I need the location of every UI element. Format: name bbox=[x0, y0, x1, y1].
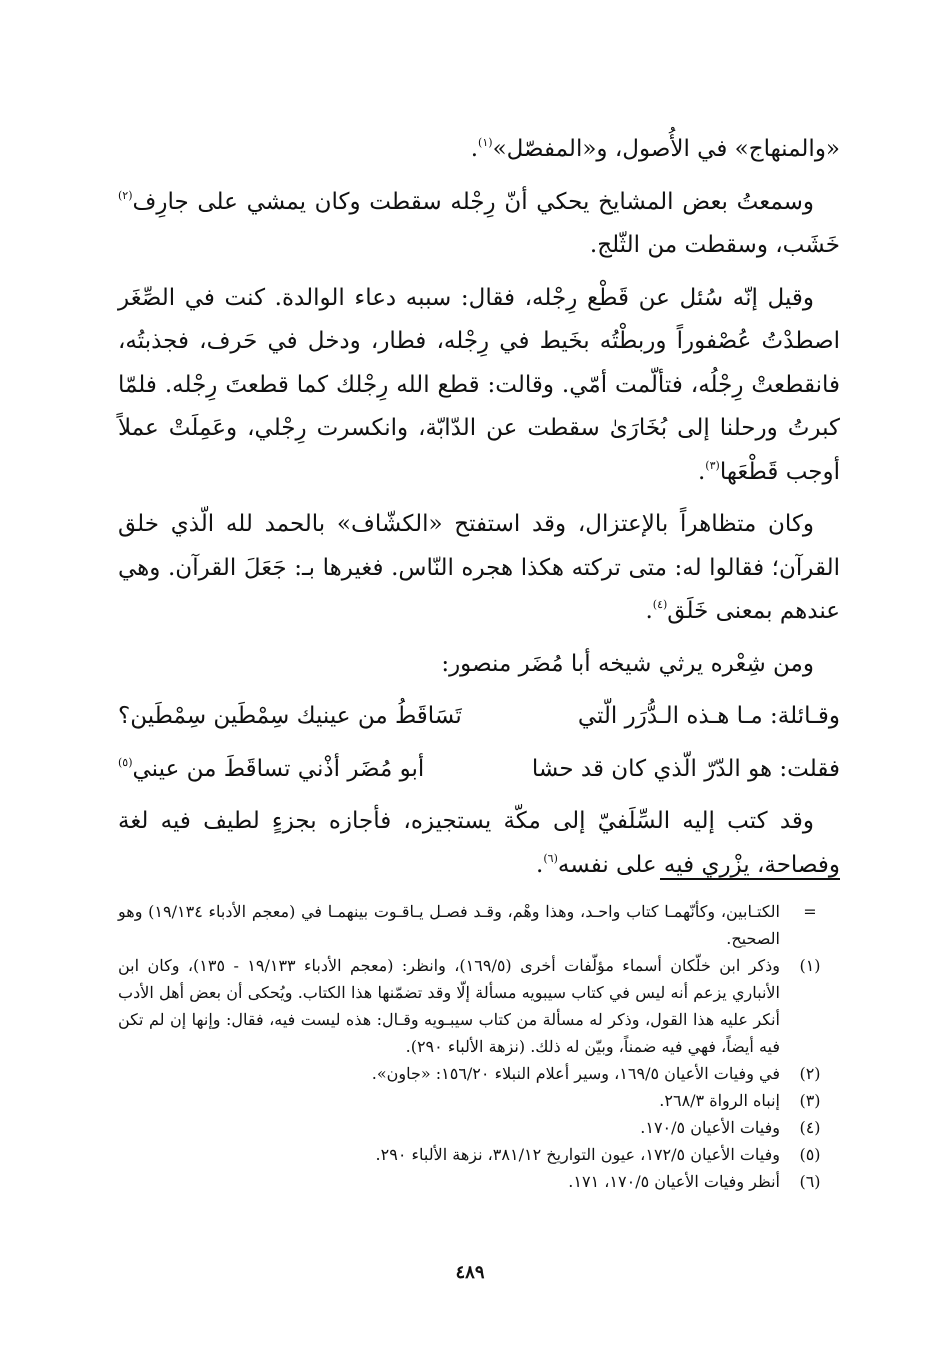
footnote-number: = bbox=[803, 902, 817, 921]
footnote bbox=[118, 1168, 840, 1195]
footnote-text: إنباه الرواة ٢٦٨/٣. bbox=[659, 1091, 780, 1110]
footnote bbox=[118, 1114, 840, 1141]
paragraph-text: وقيل إنّه سُئل عن قَطْع رِجْله، فقال: سببه دعاء الوالدة. كنت في الصِّغَر اصطدْتُ عُصْفوراً وربطْتُه بخَيط في رِجْله، فطار، ودخل في حَرف، فجذبتُه، فانقطعتْ رِجْلُه، فتألّمت أمّي. وقالت: قطع الله رِجْلك كما قطعتَ رِجْله. فلمّا كبرتُ ورحلنا إلى بُخَارَىٰ سقطت عن الدّابّة، وانكسرت رِجْلي، وعَمِلَتْ عملاً أوجب قَطْعَها bbox=[118, 284, 840, 485]
paragraph bbox=[118, 503, 840, 634]
main-text bbox=[118, 128, 840, 896]
footnote bbox=[118, 952, 840, 1060]
footnote-text: وفيات الأعيان ١٧٠/٥. bbox=[640, 1118, 780, 1137]
page-number: ٤٨٩ bbox=[455, 1262, 485, 1283]
verse-first-hemistich: فقلت: هو الدّرّ الّذي كان قد حشا bbox=[531, 755, 840, 782]
footnote-marker: (٥) bbox=[118, 755, 133, 769]
paragraph-text: وسمعتُ بعض المشايخ يحكي أنّ رِجْله سقطت وكان يمشي على جارِف bbox=[132, 188, 814, 215]
footnote-separator bbox=[660, 878, 840, 880]
verse-text: أبو مُضَر أذْني تساقَطَ من عيني bbox=[132, 755, 425, 782]
poem-verse bbox=[118, 748, 840, 792]
footnote-text: في وفيات الأعيان ١٦٩/٥، وسير أعلام النبلاء ١٥٦/٢٠: «جاون». bbox=[371, 1064, 780, 1083]
footnote-marker: (٦) bbox=[543, 851, 558, 865]
footnote-marker: (٢) bbox=[118, 188, 133, 202]
footnote bbox=[118, 1087, 840, 1114]
footnote-number: (٤) bbox=[799, 1118, 821, 1137]
footnote-number: (٣) bbox=[799, 1091, 821, 1110]
paragraph-text: . bbox=[697, 458, 706, 485]
paragraph-text: خَشَب، وسقطت من الثّلج. bbox=[589, 232, 840, 258]
footnote-text: أنظر وفيات الأعيان ١٧٠/٥، ١٧١. bbox=[568, 1172, 780, 1191]
verse-second-hemistich bbox=[118, 748, 474, 792]
footnote-number: (٥) bbox=[799, 1145, 821, 1164]
paragraph bbox=[118, 181, 840, 268]
paragraph bbox=[118, 128, 840, 172]
footnote-text: الكتـابين، وكأنّهمـا كتاب واحـد، وهذا وهْم، وقـد فصـل يـاقـوت بينهمـا في (معجم الأدباء ١٩/١٣٤) وهو الصحيح. bbox=[118, 902, 780, 948]
footnote bbox=[118, 898, 840, 952]
paragraph-text: . bbox=[645, 598, 653, 624]
footnote-number: (٢) bbox=[799, 1064, 821, 1083]
paragraph-text: «والمنهاج» في الأُصول، و«المفصّل» bbox=[492, 136, 840, 162]
footnote bbox=[118, 1060, 840, 1087]
paragraph-text: . bbox=[470, 136, 479, 162]
footnote-text: وذكر ابن خلّكان أسماء مؤلّفات أخرى (١٦٩/٥)، وانظر: (معجم الأدباء ١٩/١٣٣ - ١٣٥)، وكان ابن الأنباري يزعم أنه ليس في كتاب سيبويه مسألة إلّا وقد تضمّنها هذا الكتاب. ويُحكى أن بعض أهل الأدب أنكر عليه هذا القول، وذكر له مسألة من كتاب سيبـويه وقـال: هذه ليست فيه، فقال: وإنها إن لم تكن فيه أيضاً، فهي فيه ضمناً، وبيّن له ذلك. (نزهة الألباء ٢٩٠). bbox=[118, 956, 781, 1056]
verse-first-hemistich: وقـائلة: مـا هـذه الـدُّرَر الّتي bbox=[577, 703, 840, 729]
paragraph bbox=[118, 643, 840, 687]
footnotes bbox=[118, 898, 840, 1195]
footnote-marker: (٣) bbox=[705, 458, 720, 472]
footnote bbox=[118, 1141, 840, 1168]
paragraph bbox=[118, 800, 840, 887]
paragraph-text: وكان متظاهراً بالإعتزال، وقد استفتح «الكشّاف» بالحمد لله الّذي خلق القرآن؛ فقالوا له: متى تركته هكذا هجره النّاس. فغيرها بـ: جَعَلَ القرآن. وهي عندهم بمعنى خَلَق bbox=[118, 511, 840, 624]
footnote-number: (٦) bbox=[799, 1172, 821, 1191]
footnote-marker: (١) bbox=[478, 136, 493, 149]
paragraph-text: . bbox=[536, 851, 544, 878]
paragraph-text: ومن شِعْره يرثي شيخه أبا مُضَر منصور: bbox=[441, 650, 814, 677]
footnote-number: (١) bbox=[799, 956, 821, 975]
poem-verse bbox=[118, 695, 840, 739]
paragraph-text: وقد كتب إليه السِّلَفيّ إلى مكّة يستجيزه، فأجازه بجزءٍ لطيف فيه لغة وفصاحة، يزْري فيه على نفسه bbox=[118, 808, 840, 878]
verse-second-hemistich bbox=[118, 695, 474, 739]
verse-text: تَسَاقَطُ من عينيك سِمْطَين سِمْطَين؟ bbox=[118, 703, 462, 729]
footnote-marker: (٤) bbox=[652, 598, 668, 611]
paragraph bbox=[118, 277, 840, 495]
footnote-text: وفيات الأعيان ١٧٢/٥، عيون التواريخ ٣٨١/١٢، نزهة الألباء ٢٩٠. bbox=[375, 1145, 780, 1164]
